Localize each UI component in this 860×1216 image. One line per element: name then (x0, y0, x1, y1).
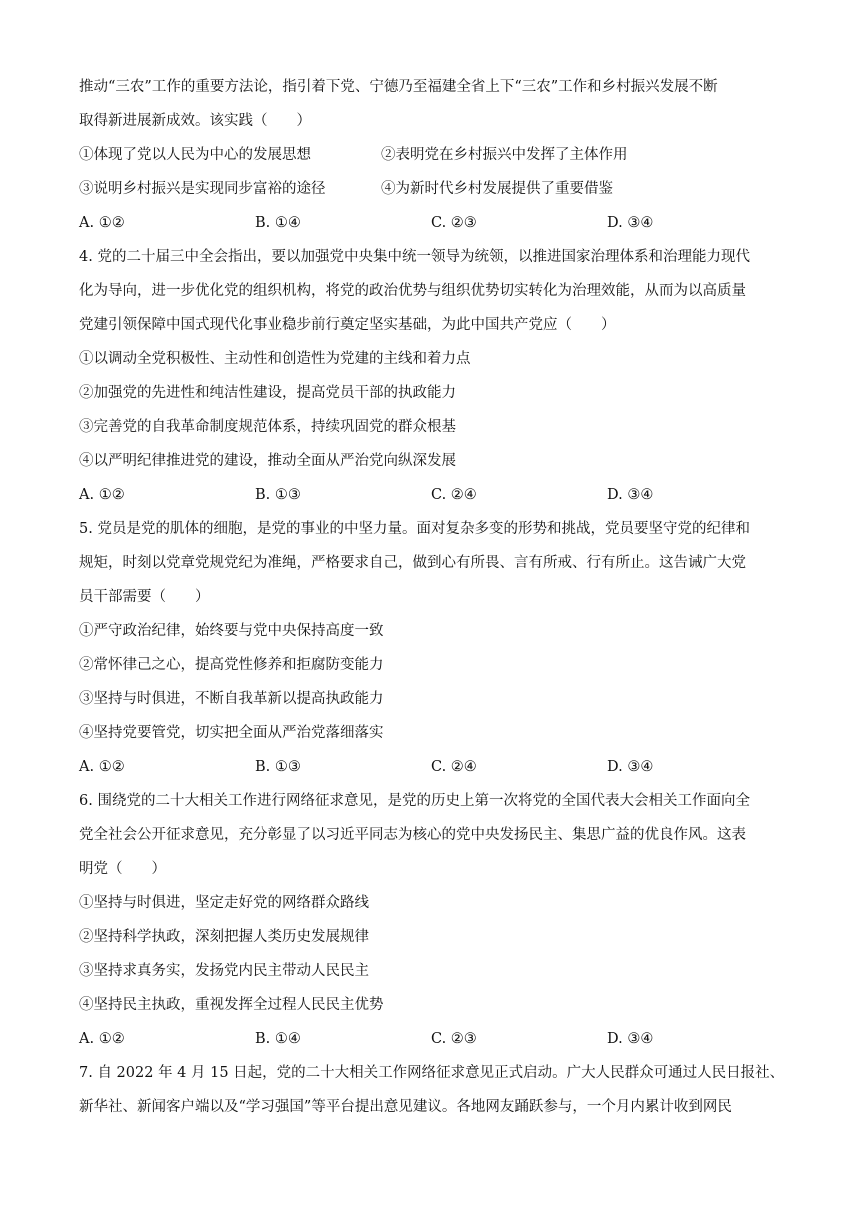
question-4-answers (79, 478, 787, 512)
question-7-stem-line: 7. 自 2022 年 4 月 15 日起，党的二十大相关工作网络征求意见正式启动。广大人民群众可通过人民日报社、 (79, 1065, 785, 1081)
option-4: ④坚持党要管党，切实把全面从严治党落细落实 (79, 725, 384, 741)
question-5-stem-line: 员干部需要（ ） (79, 589, 210, 605)
question-4-stem-line: 4. 党的二十届三中全会指出，要以加强党中央集中统一领导为统领，以推进国家治理体系和治理能力现代 (79, 249, 750, 265)
answer-d: D. ③④ (607, 1031, 654, 1047)
answer-c: C. ②④ (431, 487, 477, 503)
question-6-answers (79, 1022, 787, 1056)
question-3-stem-line: 推动“三农”工作的重要方法论，指引着下党、宁德乃至福建全省上下“三农”工作和乡村振兴发展不断 (79, 79, 718, 95)
answer-b: B. ①③ (255, 759, 301, 775)
answer-d: D. ③④ (607, 487, 654, 503)
question-6-stem-line: 6. 围绕党的二十大相关工作进行网络征求意见，是党的历史上第一次将党的全国代表大会相关工作面向全 (79, 793, 750, 809)
question-4-stem-line: 党建引领保障中国式现代化事业稳步前行奠定坚实基础，为此中国共产党应（ ） (79, 317, 616, 333)
option-1: ①体现了党以人民为中心的发展思想 (79, 147, 311, 163)
answer-a: A. ①② (79, 759, 125, 775)
question-5-stem-line: 规矩，时刻以党章党规党纪为准绳，严格要求自己，做到心有所畏、言有所戒、行有所止。这告诫广大党 (79, 555, 746, 571)
option-2: ②坚持科学执政，深刻把握人类历史发展规律 (79, 929, 369, 945)
answer-c: C. ②④ (431, 759, 477, 775)
question-5 (79, 512, 787, 784)
answer-c: C. ②③ (431, 215, 477, 231)
option-3: ③坚持与时俱进，不断自我革新以提高执政能力 (79, 691, 384, 707)
answer-c: C. ②③ (431, 1031, 477, 1047)
option-1: ①以调动全党积极性、主动性和创造性为党建的主线和着力点 (79, 351, 471, 367)
question-7 (79, 1056, 787, 1124)
answer-d: D. ③④ (607, 759, 654, 775)
question-3-answers (79, 206, 787, 240)
answer-a: A. ①② (79, 1031, 125, 1047)
question-5-answers (79, 750, 787, 784)
option-3: ③坚持求真务实，发扬党内民主带动人民民主 (79, 963, 369, 979)
option-2: ②表明党在乡村振兴中发挥了主体作用 (381, 147, 628, 163)
answer-a: A. ①② (79, 487, 125, 503)
question-5-stem-line: 5. 党员是党的肌体的细胞，是党的事业的中坚力量。面对复杂多变的形势和挑战，党员要坚守党的纪律和 (79, 521, 750, 537)
question-6 (79, 784, 787, 1056)
option-4: ④以严明纪律推进党的建设，推动全面从严治党向纵深发展 (79, 453, 456, 469)
option-4: ④坚持民主执政，重视发挥全过程人民民主优势 (79, 997, 384, 1013)
question-3-options-row (79, 172, 787, 206)
answer-a: A. ①② (79, 215, 125, 231)
question-6-stem-line: 明党（ ） (79, 861, 166, 877)
question-3-stem-line: 取得新进展新成效。该实践（ ） (79, 113, 311, 129)
option-2: ②常怀律己之心，提高党性修养和拒腐防变能力 (79, 657, 384, 673)
option-1: ①严守政治纪律，始终要与党中央保持高度一致 (79, 623, 384, 639)
option-4: ④为新时代乡村发展提供了重要借鉴 (381, 181, 613, 197)
option-3: ③完善党的自我革命制度规范体系，持续巩固党的群众根基 (79, 419, 456, 435)
question-7-stem-line: 新华社、新闻客户端以及“学习强国”等平台提出意见建议。各地网友踊跃参与，一个月内累计收到网民 (79, 1099, 732, 1115)
answer-b: B. ①④ (255, 215, 301, 231)
question-3-options-row (79, 138, 787, 172)
answer-b: B. ①③ (255, 487, 301, 503)
exam-page (79, 70, 787, 1124)
option-3: ③说明乡村振兴是实现同步富裕的途径 (79, 181, 326, 197)
question-4 (79, 240, 787, 512)
option-2: ②加强党的先进性和纯洁性建设，提高党员干部的执政能力 (79, 385, 456, 401)
question-6-stem-line: 党全社会公开征求意见，充分彰显了以习近平同志为核心的党中央发扬民主、集思广益的优良作风。这表 (79, 827, 746, 843)
question-3 (79, 70, 787, 240)
answer-b: B. ①④ (255, 1031, 301, 1047)
option-1: ①坚持与时俱进，坚定走好党的网络群众路线 (79, 895, 369, 911)
answer-d: D. ③④ (607, 215, 654, 231)
question-4-stem-line: 化为导向，进一步优化党的组织机构，将党的政治优势与组织优势切实转化为治理效能，从而为以高质量 (79, 283, 746, 299)
